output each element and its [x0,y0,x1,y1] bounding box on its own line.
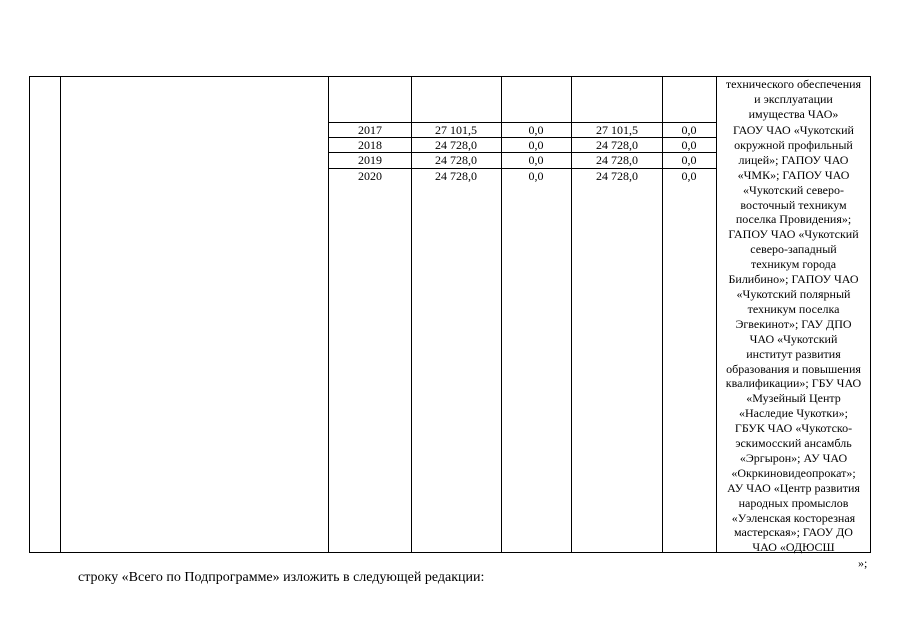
table-column-divider [60,76,61,553]
executor-line: институт развития [746,346,841,361]
executor-line: поселка Провидения»; [735,212,852,227]
executor-line: Билибино»; ГАПОУ ЧАО [728,272,859,287]
executor-line: ЧАО «Чукотский [749,331,838,346]
executor-line: «Эргырон»; АУ ЧАО [739,450,848,465]
executor-cell [717,123,870,555]
other-cell: 0,0 [681,169,697,183]
executor-line: ГАПОУ ЧАО «Чукотский [728,227,859,242]
table-border-left [29,76,30,553]
executor-line: эскимосский ансамбль [735,436,852,451]
federal-cell: 0,0 [528,153,544,167]
year-cell: 2018 [358,138,382,152]
executor-line: Эгвекинот»; ГАУ ДПО [735,316,852,331]
total-cell: 27 101,5 [435,123,477,137]
closing-quote: »; [858,556,868,570]
executor-line: АУ ЧАО «Центр развития [727,480,860,495]
federal-cell: 0,0 [528,123,544,137]
regional-cell: 24 728,0 [596,169,638,183]
year-cell: 2019 [358,153,382,167]
executor-line: мастерская»; ГАОУ ДО [734,525,853,540]
executor-line: лицей»; ГАПОУ ЧАО [738,152,849,167]
year-cell: 2017 [358,123,382,137]
regional-cell: 27 101,5 [596,123,638,137]
other-cell: 0,0 [681,153,697,167]
other-cell: 0,0 [681,123,697,137]
executor-line: техникум города [750,257,837,272]
executor-line: ГБУК ЧАО «Чукотско- [734,421,853,436]
executor-line: «Уэленская косторезная [731,510,856,525]
executor-line: северо-западный [750,242,837,257]
executor-line: образования и повышения [726,361,861,376]
executor-line: ЧАО «ОДЮСШ [752,540,835,555]
executor-line: «Окркиновидеопрокат»; [731,465,856,480]
executor-line: технического обеспечения [725,77,862,91]
executor-cell-top [717,77,870,122]
table-border-right [870,76,871,553]
executor-line: имущества ЧАО» [748,106,839,121]
year-cell: 2020 [358,169,382,183]
executor-line: техникум поселка [747,301,840,316]
executor-line: народных промыслов [738,495,849,510]
executor-line: восточный техникум [740,197,847,212]
executor-line: и эксплуатации [754,91,833,106]
executor-line: «Музейный Центр [746,391,841,406]
executor-line: квалификации»; ГБУ ЧАО [725,376,862,391]
body-paragraph: строку «Всего по Подпрограмме» изложить в следующей редакции: [78,570,485,585]
executor-line: «Наследие Чукотки»; [738,406,849,421]
regional-cell: 24 728,0 [596,153,638,167]
total-cell: 24 728,0 [435,138,477,152]
regional-cell: 24 728,0 [596,138,638,152]
other-cell: 0,0 [681,138,697,152]
executor-line: окружной профильный [734,137,853,152]
total-cell: 24 728,0 [435,169,477,183]
federal-cell: 0,0 [528,138,544,152]
executor-line: «Чукотский полярный [736,286,851,301]
executor-line: ГАОУ ЧАО «Чукотский [733,123,854,137]
total-cell: 24 728,0 [435,153,477,167]
executor-line: «ЧМК»; ГАПОУ ЧАО [737,167,850,182]
executor-line: «Чукотский северо- [743,182,844,197]
federal-cell: 0,0 [528,169,544,183]
